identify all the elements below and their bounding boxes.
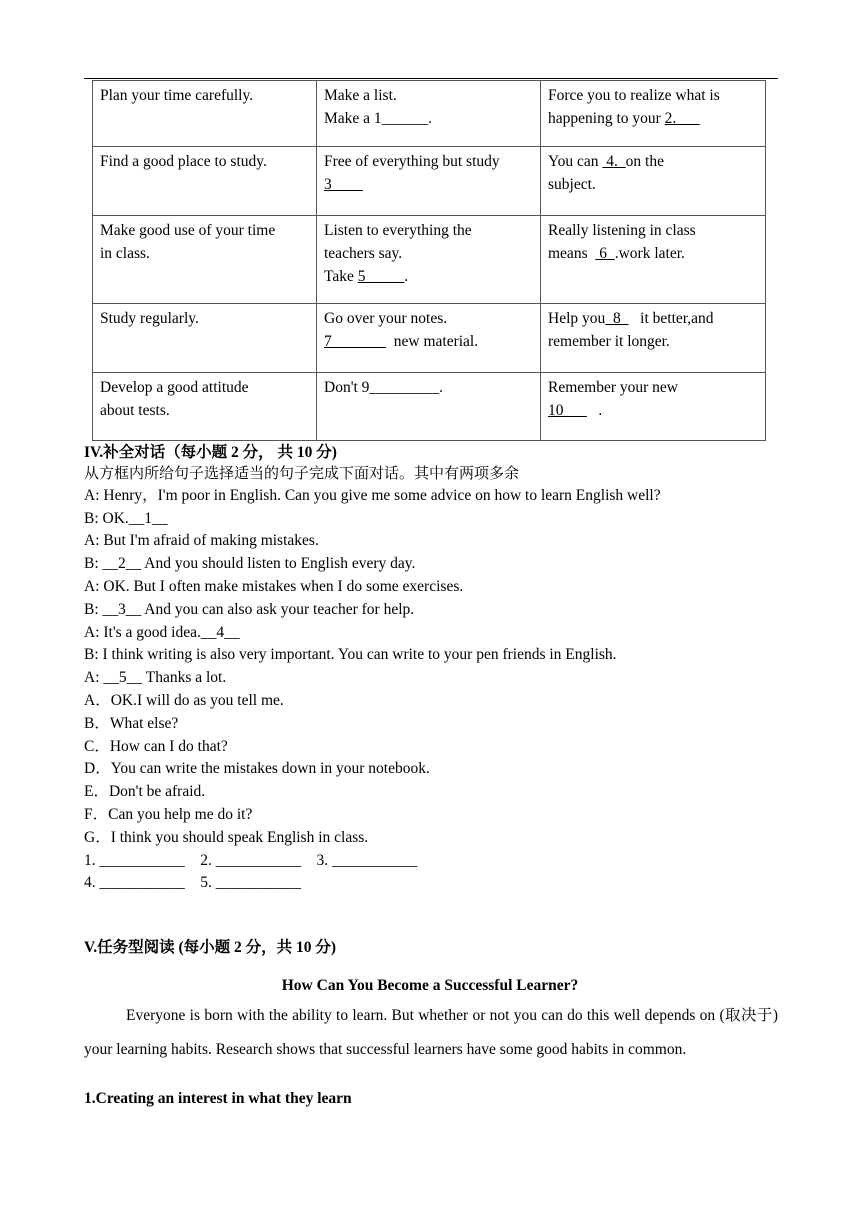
table-cell: Really listening in class means 6 .work later. — [541, 216, 766, 304]
section-4-instruction: 从方框内所给句子选择适当的句子完成下面对话。其中有两项多余 — [84, 464, 520, 482]
blank-4: 4. — [602, 153, 626, 170]
option-item: D．You can write the mistakes down in your notebook. — [84, 760, 430, 778]
table-cell: Don't 9_________. — [317, 373, 541, 441]
table-cell: Develop a good attitude about tests. — [93, 373, 317, 441]
table-row — [93, 304, 766, 373]
dialogue-line: A: It's a good idea.__4__ — [84, 623, 240, 641]
option-item: A．OK.I will do as you tell me. — [84, 691, 284, 709]
table-cell: Go over your notes. 7_______ new material. — [317, 304, 541, 373]
blank-7: 7_______ — [324, 333, 386, 350]
blank-6: 6 — [595, 245, 615, 262]
table-cell: Help you 8 it better,and remember it longer. — [541, 304, 766, 373]
blank-5: 5_____ — [357, 268, 405, 285]
option-item: F．Can you help me do it? — [84, 805, 253, 823]
table-row — [93, 216, 766, 304]
blank-3: 3____ — [324, 176, 363, 193]
table-cell: Make good use of your time in class. — [93, 216, 317, 304]
blank-8: 8 — [605, 310, 629, 327]
table-cell: Plan your time carefully. — [93, 81, 317, 147]
table-cell: Free of everything but study 3____ — [317, 147, 541, 216]
answer-blanks-row: 1. ___________ 2. ___________ 3. ___________ — [84, 851, 418, 869]
passage-paragraph: Everyone is born with the ability to learn. But whether or not you can do this well depends on (取决于) your learning habits. Research shows that successful learners have some good habits in common. — [84, 1007, 778, 1058]
section-4-title: IV.补全对话（每小题 2 分， 共 10 分) — [84, 444, 337, 461]
table-row — [93, 147, 766, 216]
passage-subheading: 1.Creating an interest in what they learn — [84, 1090, 352, 1107]
dialogue-line: B: OK.__1__ — [84, 509, 168, 527]
table-cell: Study regularly. — [93, 304, 317, 373]
learning-habits-table — [92, 80, 766, 441]
dialogue-line: A: Henry，I'm poor in English. Can you give me some advice on how to learn English well? — [84, 486, 661, 504]
dialogue-line: A: __5__ Thanks a lot. — [84, 669, 227, 687]
answer-blanks-row: 4. ___________ 5. ___________ — [84, 874, 301, 892]
table-cell: You can 4. on the subject. — [541, 147, 766, 216]
dialogue-line: A: But I'm afraid of making mistakes. — [84, 532, 319, 550]
table-cell: Remember your new 10___ . — [541, 373, 766, 441]
top-rule — [84, 78, 778, 79]
blank-10: 10___ — [548, 402, 587, 419]
dialogue-line: B: I think writing is also very important. You can write to your pen friends in English. — [84, 646, 617, 664]
dialogue-line: B: __2__ And you should listen to English every day. — [84, 555, 416, 573]
table-row — [93, 373, 766, 441]
table-row — [93, 81, 766, 147]
table-cell: Listen to everything the teachers say. Take 5_____. — [317, 216, 541, 304]
table-cell: Force you to realize what is happening to your 2.___ — [541, 81, 766, 147]
option-item: G．I think you should speak English in class. — [84, 828, 369, 846]
passage-title: How Can You Become a Successful Learner? — [281, 977, 579, 994]
option-item: C．How can I do that? — [84, 737, 228, 755]
dialogue-line: A: OK. But I often make mistakes when I do some exercises. — [84, 577, 464, 595]
option-item: B．What else? — [84, 714, 179, 732]
blank-2: 2.___ — [664, 110, 700, 127]
table-cell: Make a list. Make a 1______. — [317, 81, 541, 147]
dialogue-section — [84, 462, 784, 895]
dialogue-line: B: __3__ And you can also ask your teacher for help. — [84, 600, 415, 618]
option-item: E．Don't be afraid. — [84, 783, 206, 801]
table-cell: Find a good place to study. — [93, 147, 317, 216]
section-5-title: V.任务型阅读 (每小题 2 分，共 10 分) — [84, 939, 337, 956]
